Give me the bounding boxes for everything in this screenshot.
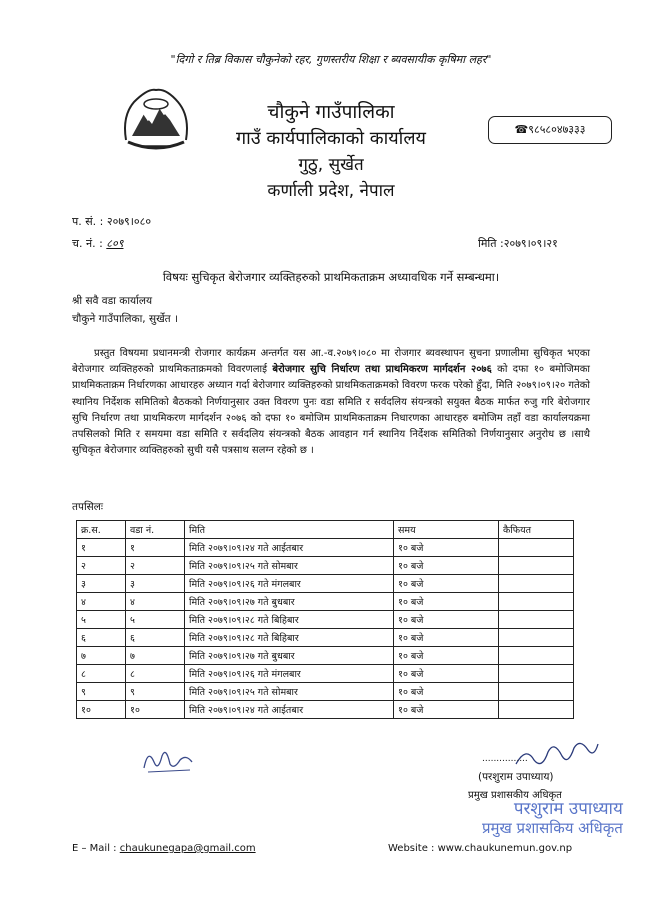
table-cell: ८ (77, 665, 126, 683)
table-cell: १० बजे (394, 647, 499, 665)
table-cell: १० बजे (394, 593, 499, 611)
stamp-name: परशुराम उपाध्याय (513, 799, 623, 819)
office-location: गुठु, सुर्खेत (298, 155, 364, 175)
table-cell (499, 539, 574, 557)
table-cell: १० (77, 701, 126, 719)
table-cell: मिति २०७९।०९।२४ गते आईतबार (185, 539, 394, 557)
table-row (77, 575, 574, 593)
col-ward: वडा नं. (126, 521, 185, 539)
province-country: कर्णाली प्रदेश, नेपाल (267, 181, 395, 201)
table-cell: ७ (126, 647, 185, 665)
table-row (77, 701, 574, 719)
table-cell: मिति २०७९।०९।२५ गते सोमबार (185, 557, 394, 575)
table-cell: मिति २०७९।०९।२६ गते मंगलबार (185, 575, 394, 593)
officer-name: (परशुराम उपाध्याय) (478, 771, 554, 783)
table-cell: ६ (77, 629, 126, 647)
addressee-line-1: श्री सवै वडा कार्यालय (72, 295, 153, 307)
col-sn: क्र.स. (77, 521, 126, 539)
table-cell: ७ (77, 647, 126, 665)
table-cell: ९ (126, 683, 185, 701)
table-cell: १० बजे (394, 539, 499, 557)
dispatch-value: ८०९ (106, 237, 124, 250)
table-cell: मिति २०७९।०९।२८ गते बिहिबार (185, 629, 394, 647)
table-cell: ६ (126, 629, 185, 647)
table-cell: ९ (77, 683, 126, 701)
office-name: गाउँ कार्यपालिकाको कार्यालय (236, 128, 426, 149)
footer-email (72, 843, 256, 854)
letter-number: प. सं. : २०७९।०८० (72, 215, 152, 228)
website-label: Website : (388, 843, 435, 854)
subject-line: विषयः सुचिकृत बेरोजगार व्यक्तिहरुको प्राथमिकताक्रम अध्यावधिक गर्ने सम्बन्धमा। (162, 270, 500, 284)
table-cell: १ (126, 539, 185, 557)
table-cell: ५ (126, 611, 185, 629)
letter-date: मिति :२०७९।०९।२१ (478, 237, 558, 250)
table-cell: १० बजे (394, 557, 499, 575)
motto: "दिगो र तिब्र विकास चौकुनेको रहर, गुणस्तरीय शिक्षा र ब्यवसायीक कृषिमा लहर" (170, 53, 492, 66)
table-row (77, 611, 574, 629)
schedule-label: तपसिलः (72, 501, 104, 513)
table-cell: मिति २०७९।०९।२४ गते आईतबार (185, 701, 394, 719)
table-cell: मिति २०७९।०९।२५ गते सोमबार (185, 683, 394, 701)
body-part-1: प्रस्तुत विषयमा प्रधानमन्त्री रोजगार कार्यक्रम अन्तर्गत यस आ.-व.२०७९।०८० मा रोजगार ब्यवस्थापन सुचना प्रणालीमा सुचिकृत भएका बेरोजगार व्यक्तिहरुको प्राथमिकताक्रमको विवरणलाई (72, 348, 590, 376)
table-cell (499, 593, 574, 611)
email-label: E – Mail : (72, 843, 117, 854)
stamp-title: प्रमुख प्रशासकिय अधिकृत (482, 819, 623, 837)
table-cell: २ (77, 557, 126, 575)
table-row (77, 539, 574, 557)
table-row (77, 629, 574, 647)
table-cell (499, 629, 574, 647)
signature-scrawl-left (140, 742, 200, 780)
table-cell: १० बजे (394, 629, 499, 647)
addressee-line-2: चौकुने गाउँपालिका, सुर्खेत । (72, 313, 178, 325)
table-cell: मिति २०७९।०९।२६ गते मंगलबार (185, 665, 394, 683)
table-cell (499, 647, 574, 665)
table-row (77, 647, 574, 665)
col-remarks: कैफियत (499, 521, 574, 539)
table-cell: ३ (126, 575, 185, 593)
body-bold-guideline: बेरोजगार सुचि निर्धारण तथा प्राथमिकरण मार्गदर्शन २०७६ (272, 364, 492, 376)
table-cell: १० बजे (394, 575, 499, 593)
table-cell: १० (126, 701, 185, 719)
table-header-row (77, 521, 574, 539)
dispatch-label: च. नं. : (72, 237, 103, 250)
table-cell: ३ (77, 575, 126, 593)
table-cell: ४ (77, 593, 126, 611)
municipality-name: चौकुने गाउँपालिका (267, 101, 395, 123)
table-cell: ४ (126, 593, 185, 611)
table-row (77, 683, 574, 701)
table-row (77, 665, 574, 683)
table-cell (499, 683, 574, 701)
table-cell: ५ (77, 611, 126, 629)
table-cell: ८ (126, 665, 185, 683)
body-part-2: को दफा १० बमोजिमका प्राथमिकताक्रम निर्धारणका आधारहरु अध्यान गर्दा बेरोजगार व्यक्तिहरुको प्राथमिकताक्रमको विवरण फरक परेको हुँदा, मिति २०७९।०९।२० गतेको स्थानिय निर्देशक समितिको बैठकको निर्णयानुसार उक्त विवरण पुनः वडा समिति र सर्वदलिय संयन्त्रको सयुक्त बैठक मार्फत रुजु गरि बेरोजगार सुचि निर्धारण तथा प्राथमिकरण मार्गदर्शन २०७६ को दफा १० बमोजिम प्राथमिकताक्रम निधारणका आधारहरु बमोजिम तहाँ वडा कार्यालयक्रमा तपसिलको मिति र समयमा वडा समिति र सर्वदलिय संयन्त्रको बैठक आवहान गर्न स्थानिय निर्देशक समितिको निर्णयानुसार अनुरोध छ ।साथै सुचिकृत बेरोजगार व्यक्तिहरुको सुची यसै पत्रसाथ सलग्न रहेको छ । (72, 364, 590, 457)
letter-body (72, 346, 590, 459)
signature-line: ................ (482, 754, 528, 764)
table-cell (499, 665, 574, 683)
officer-stamp (482, 799, 623, 837)
col-time: समय (394, 521, 499, 539)
table-row (77, 593, 574, 611)
table-cell (499, 575, 574, 593)
table-cell: १० बजे (394, 683, 499, 701)
officer-title: प्रमुख प्रशासकीय अधिकृत (468, 790, 562, 801)
table-cell: मिति २०७९।०९।२७ गते बुधबार (185, 593, 394, 611)
table-cell: १० बजे (394, 611, 499, 629)
table-cell (499, 557, 574, 575)
table-cell: मिति २०७९।०९।२८ गते बिहिबार (185, 611, 394, 629)
table-cell (499, 701, 574, 719)
table-row (77, 557, 574, 575)
table-cell: १ (77, 539, 126, 557)
table-cell: १० बजे (394, 701, 499, 719)
dispatch-number (72, 236, 123, 251)
table-cell: मिति २०७९।०९।२७ गते बुधबार (185, 647, 394, 665)
table-cell: २ (126, 557, 185, 575)
col-date: मिति (185, 521, 394, 539)
table-cell (499, 611, 574, 629)
schedule-table (76, 520, 574, 719)
website-link[interactable]: www.chaukunemun.gov.np (437, 843, 573, 854)
footer-website (388, 843, 572, 854)
email-link[interactable]: chaukunegapa@gmail.com (119, 843, 256, 854)
phone-number-box: ☎९८५८०४७३३३ (488, 116, 612, 144)
table-cell: १० बजे (394, 665, 499, 683)
